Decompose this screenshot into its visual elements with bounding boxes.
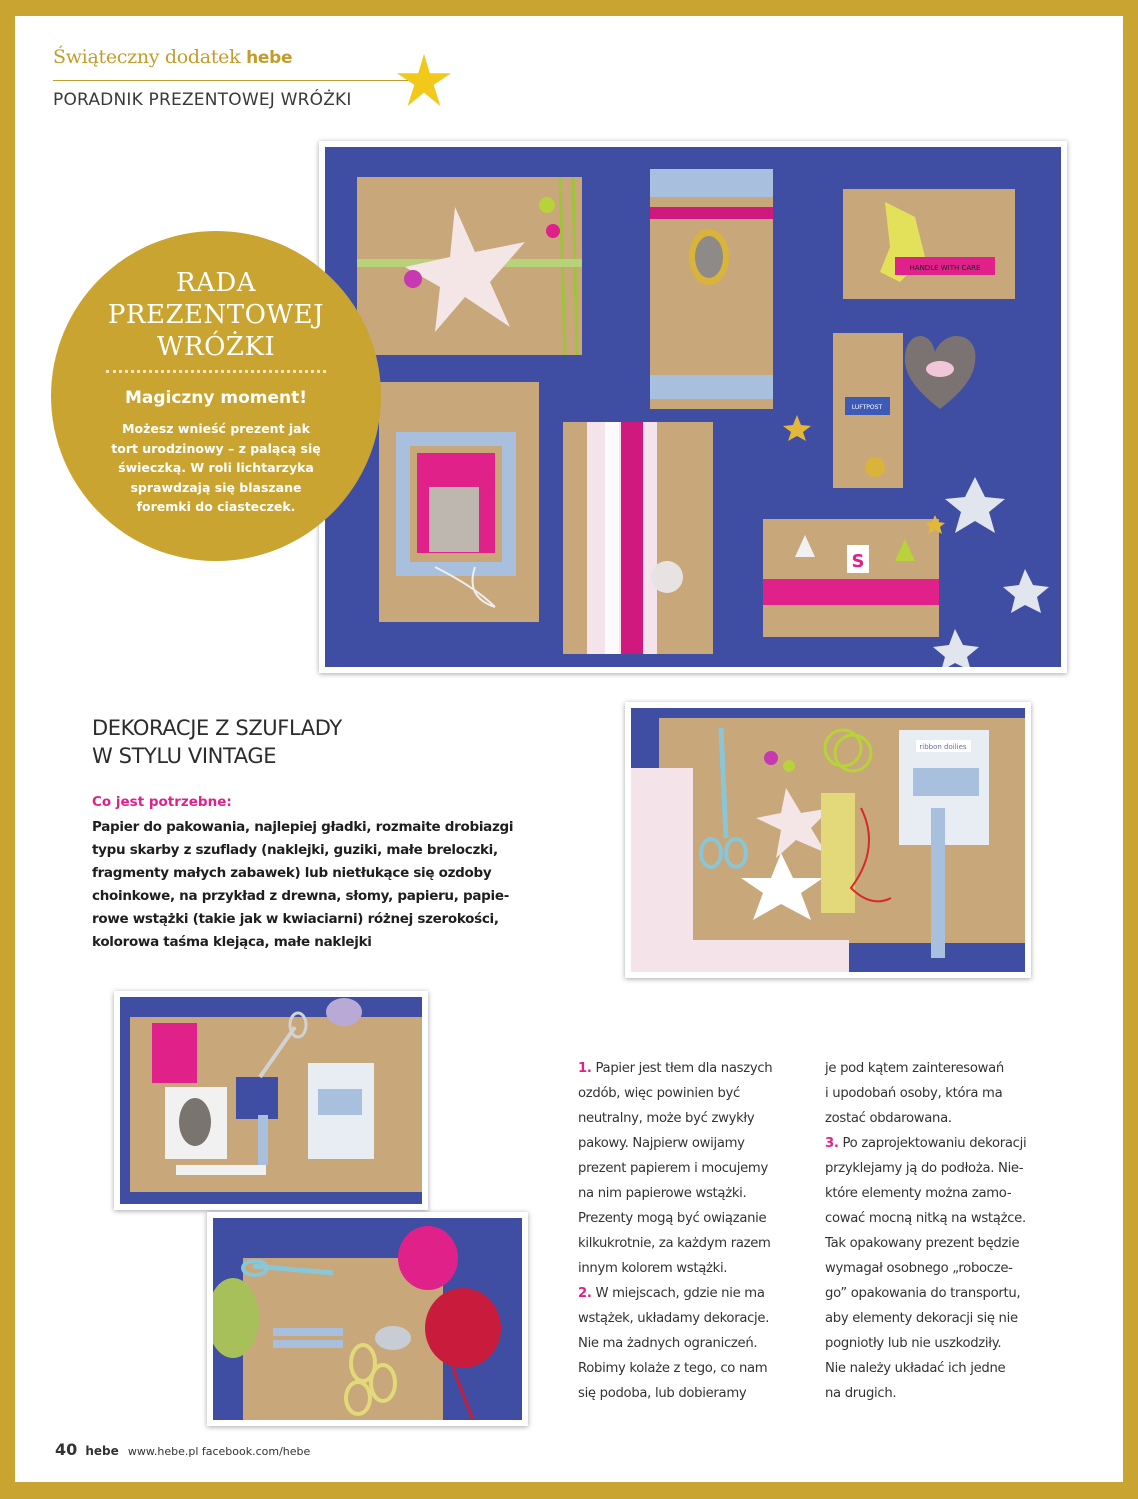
step-2 bbox=[578, 1281, 806, 1406]
tip-body bbox=[96, 419, 336, 517]
step-line: W miejscach, gdzie nie ma bbox=[595, 1286, 765, 1301]
step-line: Tak opakowany prezent będzie bbox=[825, 1236, 1020, 1251]
luftpost-label: LUFTPOST bbox=[851, 404, 883, 411]
step-line: Robimy kolaże z tego, co nam bbox=[578, 1361, 768, 1376]
needs-body bbox=[92, 816, 562, 954]
step-line: Nie należy układać ich jedne bbox=[825, 1361, 1006, 1376]
step-line: Prezenty mogą być owiązanie bbox=[578, 1211, 767, 1226]
step-line: się podoba, lub dobieramy bbox=[578, 1386, 747, 1401]
step-line: wstążek, układamy dekoracje. bbox=[578, 1311, 770, 1326]
needs-line: fragmenty małych zabawek) lub nietłukące się ozdoby bbox=[92, 865, 492, 881]
handle-with-care-label: HANDLE WITH CARE bbox=[909, 264, 981, 272]
step-2-continued bbox=[825, 1056, 1075, 1131]
needs-label: Co jest potrzebne: bbox=[92, 794, 232, 810]
materials-photo bbox=[625, 702, 1031, 978]
step-line: pakowy. Najpierw owijamy bbox=[578, 1136, 745, 1151]
tip-body-line: sprawdzają się blaszane bbox=[130, 479, 302, 495]
step-line: aby elementy dekoracji się nie bbox=[825, 1311, 1018, 1326]
step-3 bbox=[825, 1131, 1075, 1406]
magazine-page bbox=[15, 16, 1123, 1482]
step-line: Po zaprojektowaniu dekoracji bbox=[842, 1136, 1027, 1151]
step-line: przyklejamy ją do podłoża. Nie- bbox=[825, 1161, 1024, 1176]
tip-title bbox=[51, 267, 381, 363]
footer-links: www.hebe.pl facebook.com/hebe bbox=[127, 1445, 311, 1458]
tip-title-line: PREZENTOWEJ bbox=[107, 300, 325, 330]
tip-body-line: świeczką. W roli lichtarzyka bbox=[118, 460, 314, 475]
step-number: 1. bbox=[578, 1061, 592, 1076]
step-photo-2 bbox=[207, 1212, 528, 1426]
star-icon bbox=[395, 52, 453, 110]
section-title-line: DEKORACJE Z SZUFLADY bbox=[92, 716, 342, 740]
tip-title-line: WRÓŻKI bbox=[156, 332, 276, 362]
kicker-brand: hebe bbox=[246, 48, 293, 68]
needs-line: rowe wstążki (takie jak w kwiaciarni) różnej szerokości, bbox=[92, 911, 499, 927]
step-line: zostać obdarowana. bbox=[825, 1111, 952, 1126]
step-line: na drugich. bbox=[825, 1386, 897, 1401]
step-line: na nim papierowe wstążki. bbox=[578, 1186, 747, 1201]
ribbon-doilies-label: ribbon doilies bbox=[919, 743, 967, 751]
tip-subtitle: Magiczny moment! bbox=[124, 388, 308, 408]
kicker-text: Świąteczny dodatek bbox=[53, 46, 241, 68]
step-1 bbox=[578, 1056, 806, 1281]
section-title-line: W STYLU VINTAGE bbox=[92, 744, 277, 768]
tip-body-line: foremki do ciasteczek. bbox=[136, 499, 296, 514]
step-line: cować mocną nitką na wstążce. bbox=[825, 1211, 1026, 1226]
step-line: pogniotły lub nie uszkodziły. bbox=[825, 1336, 1002, 1351]
footer-brand: hebe bbox=[85, 1444, 119, 1458]
step-number: 2. bbox=[578, 1286, 592, 1301]
needs-line: kolorowa taśma klejąca, małe naklejki bbox=[92, 934, 372, 950]
step-line: które elementy można zamo- bbox=[825, 1186, 1012, 1201]
step-number: 3. bbox=[825, 1136, 839, 1151]
needs-line: Papier do pakowania, najlepiej gładki, rozmaite drobiazgi bbox=[92, 819, 514, 835]
step-line: go” opakowania do transportu, bbox=[825, 1286, 1021, 1301]
step-line: prezent papierem i mocujemy bbox=[578, 1161, 768, 1176]
tip-title-line: RADA bbox=[176, 268, 256, 298]
letter-s-label: S bbox=[851, 551, 865, 572]
page-footer bbox=[55, 1440, 310, 1459]
step-line: kilkukrotnie, za każdym razem bbox=[578, 1236, 771, 1251]
needs-line: typu skarby z szuflady (naklejki, guziki, małe breloczki, bbox=[92, 842, 498, 858]
tip-body-line: tort urodzinowy – z palącą się bbox=[111, 440, 321, 456]
tip-body-line: Możesz wnieść prezent jak bbox=[122, 421, 310, 436]
section-title bbox=[92, 714, 342, 770]
step-line: wymagał osobnego „robocze- bbox=[825, 1261, 1013, 1276]
step-line: innym kolorem wstążki. bbox=[578, 1261, 728, 1276]
page-number: 40 bbox=[55, 1440, 78, 1459]
steps-column-2 bbox=[825, 1056, 1075, 1406]
step-line: i upodobań osoby, która ma bbox=[825, 1086, 1003, 1101]
step-line: je pod kątem zainteresowań bbox=[825, 1061, 1004, 1076]
steps-column-1 bbox=[578, 1056, 806, 1406]
dotted-divider bbox=[106, 370, 326, 373]
header-kicker bbox=[53, 46, 292, 68]
step-line: neutralny, może być zwykły bbox=[578, 1111, 755, 1126]
step-photo-1 bbox=[114, 991, 428, 1210]
gift-wrapping-photo bbox=[319, 141, 1067, 673]
needs-line: choinkowe, na przykład z drewna, słomy, papieru, papie- bbox=[92, 888, 509, 904]
step-line: Papier jest tłem dla naszych bbox=[595, 1061, 773, 1076]
tip-circle bbox=[51, 231, 381, 561]
step-line: ozdób, więc powinien być bbox=[578, 1086, 740, 1101]
page-title: PORADNIK PREZENTOWEJ WRÓŻKI bbox=[53, 90, 352, 110]
header-rule bbox=[53, 80, 408, 81]
step-line: Nie ma żadnych ograniczeń. bbox=[578, 1336, 758, 1351]
